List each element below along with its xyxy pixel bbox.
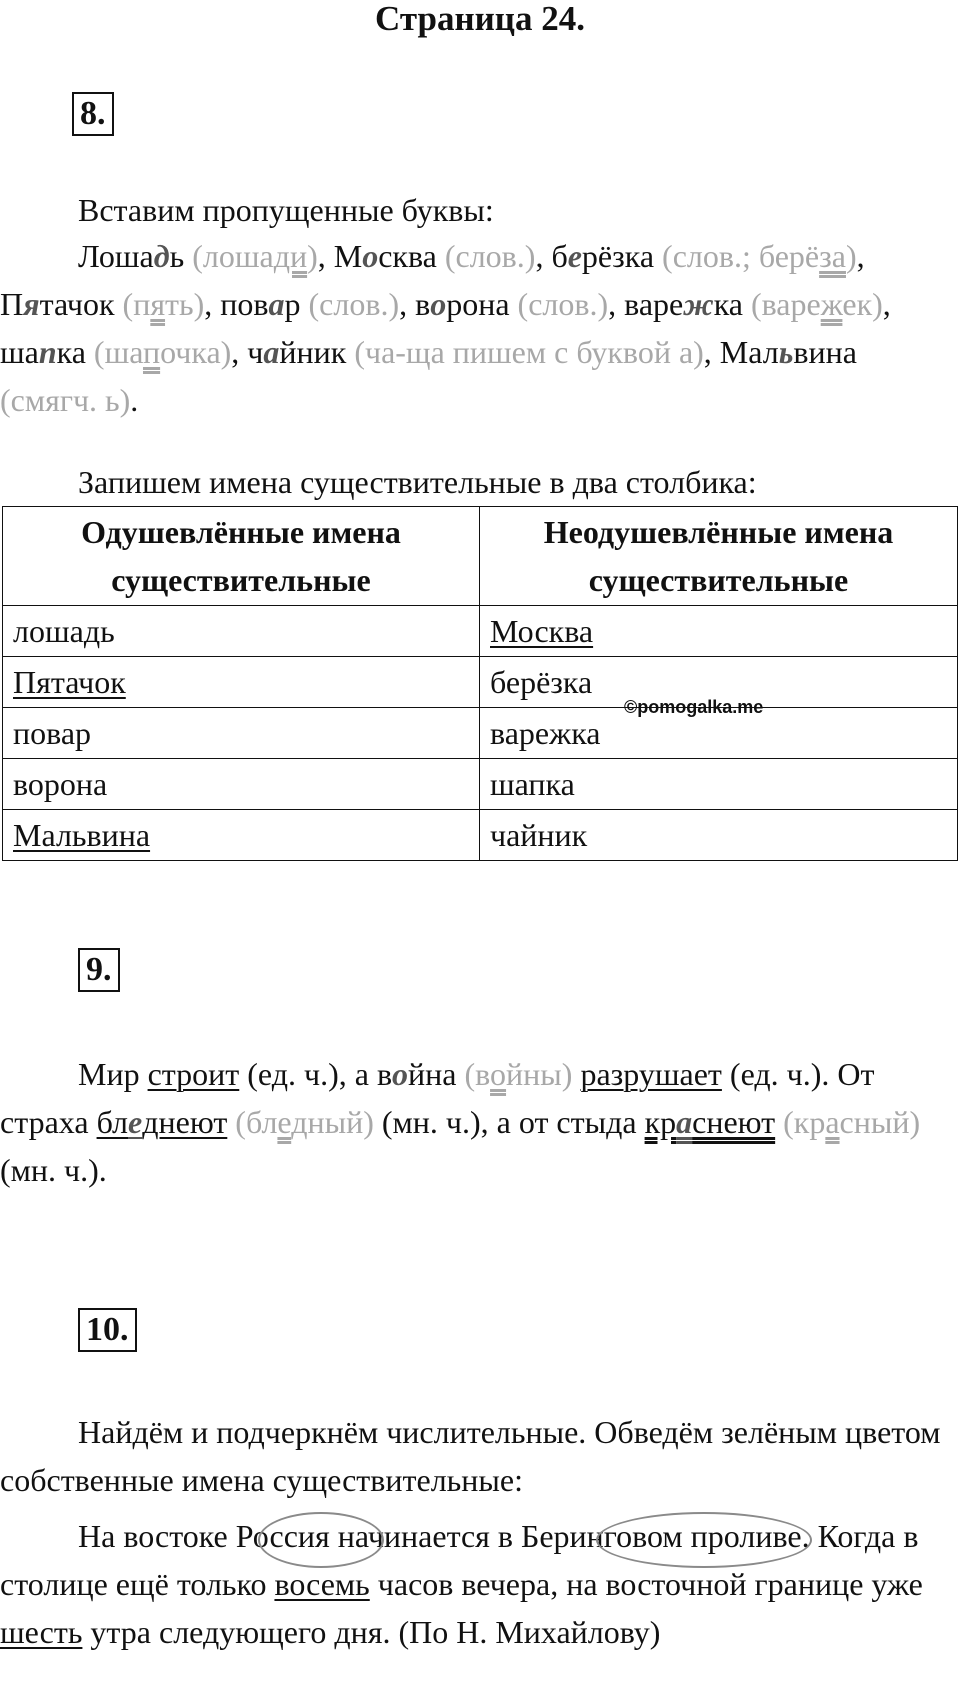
task-8-number: 8.: [72, 92, 114, 136]
table-cell: лошадь: [3, 606, 480, 657]
table-row: [3, 708, 958, 759]
task-8-intro: Вставим пропущенные буквы:: [78, 192, 494, 228]
table-cell: берёзка: [480, 657, 958, 708]
nouns-table: [2, 506, 958, 861]
circle-mark-russia: [258, 1512, 384, 1568]
table-cell: варежка: [480, 708, 958, 759]
task-9-number: 9.: [78, 948, 120, 992]
table-row: [3, 759, 958, 810]
table-cell: Москва: [480, 606, 958, 657]
task-10-text: На востоке Россия начинается в Беринговом проливе. Когда в столице ещё только восемь часов вечера, на восточной границе уже шесть утра следующего дня. (По Н. Михайлову): [0, 1518, 923, 1650]
header-inanimate: Неодушевлённые имена существительные: [480, 507, 958, 606]
table-row: [3, 606, 958, 657]
table-cell: ворона: [3, 759, 480, 810]
proper-noun-russia: Россия: [235, 1518, 330, 1554]
table-row: [3, 657, 958, 708]
table-cell: шапка: [480, 759, 958, 810]
table-cell: Мальвина: [3, 810, 480, 861]
task-10-intro: Найдём и подчеркнём числительные. Обведём зелёным цветом собственные имена существительные:: [0, 1414, 941, 1498]
circle-mark-bering: [596, 1512, 812, 1568]
table-row: [3, 810, 958, 861]
table-cell: чайник: [480, 810, 958, 861]
table-header-row: [3, 507, 958, 606]
proper-noun-bering: Беринговом: [520, 1518, 683, 1554]
table-cell: Пятачок: [3, 657, 480, 708]
page-title: Страница 24.: [375, 0, 585, 38]
task-8-table-intro: Запишем имена существительные в два столбика:: [78, 464, 757, 500]
header-animate: Одушевлённые имена существительные: [3, 507, 480, 606]
task-9-text: Мир строит (ед. ч.), а война (войны) разрушает (ед. ч.). От страха бледнеют (бледный) (мн. ч.), а от стыда краснеют (красный) (мн. ч.).: [0, 1056, 921, 1188]
numeral-eight: восемь: [274, 1566, 370, 1602]
watermark: ©pomogalka.me: [624, 697, 764, 717]
numeral-six: шесть: [0, 1614, 83, 1650]
task-10-number: 10.: [78, 1308, 137, 1352]
task-8-words: Лошадь (лошади), Москва (слов.), берёзка (слов.; берёза), Пятачок (пять), повар (слов.), ворона (слов.), варежка (варежек), шапка (шапочка), чайник (ча-ща пишем с буквой а), Мальвина (смягч. ь).: [0, 238, 891, 418]
table-cell: повар: [3, 708, 480, 759]
